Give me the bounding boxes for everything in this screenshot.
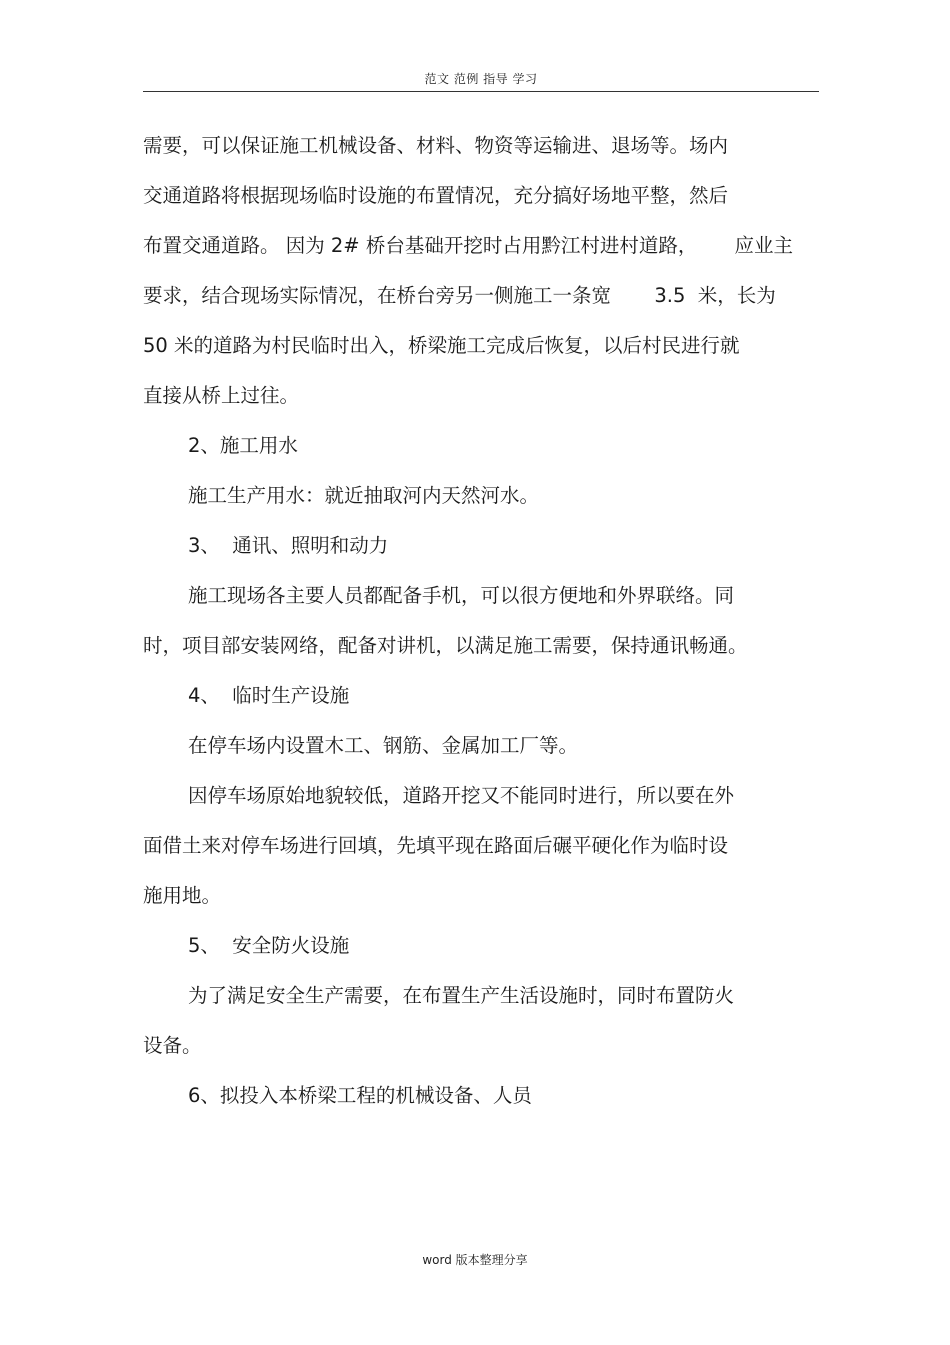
header-divider: [143, 91, 819, 92]
section-heading-5: 5、 安全防火设施: [188, 934, 350, 957]
body-line-16: 施用地。: [143, 884, 222, 907]
body-line-11: 时，项目部安装网络，配备对讲机，以满足施工需要，保持通讯畅通。: [143, 634, 748, 657]
body-line-8: 施工生产用水：就近抽取河内天然河水。: [188, 484, 540, 507]
section-heading-3: 3、 通讯、照明和动力: [188, 534, 389, 557]
page-header: 范文 范例 指导 学习: [424, 72, 538, 86]
body-line-19: 设备。: [143, 1034, 202, 1057]
section-heading-6: 6、拟投入本桥梁工程的机械设备、人员: [188, 1084, 532, 1107]
section-heading-2: 2、施工用水: [188, 434, 298, 457]
body-line-18: 为了满足安全生产需要，在布置生产生活设施时，同时布置防火: [188, 984, 735, 1007]
body-line-3: 布置交通道路。 因为 2# 桥台基础开挖时占用黔江村进村道路， 应业主: [143, 234, 794, 257]
body-line-6: 直接从桥上过往。: [143, 384, 300, 407]
body-line-1: 需要，可以保证施工机械设备、材料、物资等运输进、退场等。场内: [143, 134, 729, 157]
body-line-4: 要求，结合现场实际情况，在桥台旁另一侧施工一条宽 3.5 米，长为: [143, 284, 776, 307]
body-line-13: 在停车场内设置木工、钢筋、金属加工厂等。: [188, 734, 579, 757]
section-heading-4: 4、 临时生产设施: [188, 684, 350, 707]
body-line-5: 50 米的道路为村民临时出入，桥梁施工完成后恢复，以后村民进行就: [143, 334, 740, 357]
body-line-15: 面借土来对停车场进行回填，先填平现在路面后碾平硬化作为临时设: [143, 834, 729, 857]
page-footer: word 版本整理分享: [422, 1253, 528, 1267]
body-line-2: 交通道路将根据现场临时设施的布置情况，充分搞好场地平整，然后: [143, 184, 729, 207]
body-line-10: 施工现场各主要人员都配备手机，可以很方便地和外界联络。同: [188, 584, 735, 607]
body-line-14: 因停车场原始地貌较低，道路开挖又不能同时进行，所以要在外: [188, 784, 735, 807]
